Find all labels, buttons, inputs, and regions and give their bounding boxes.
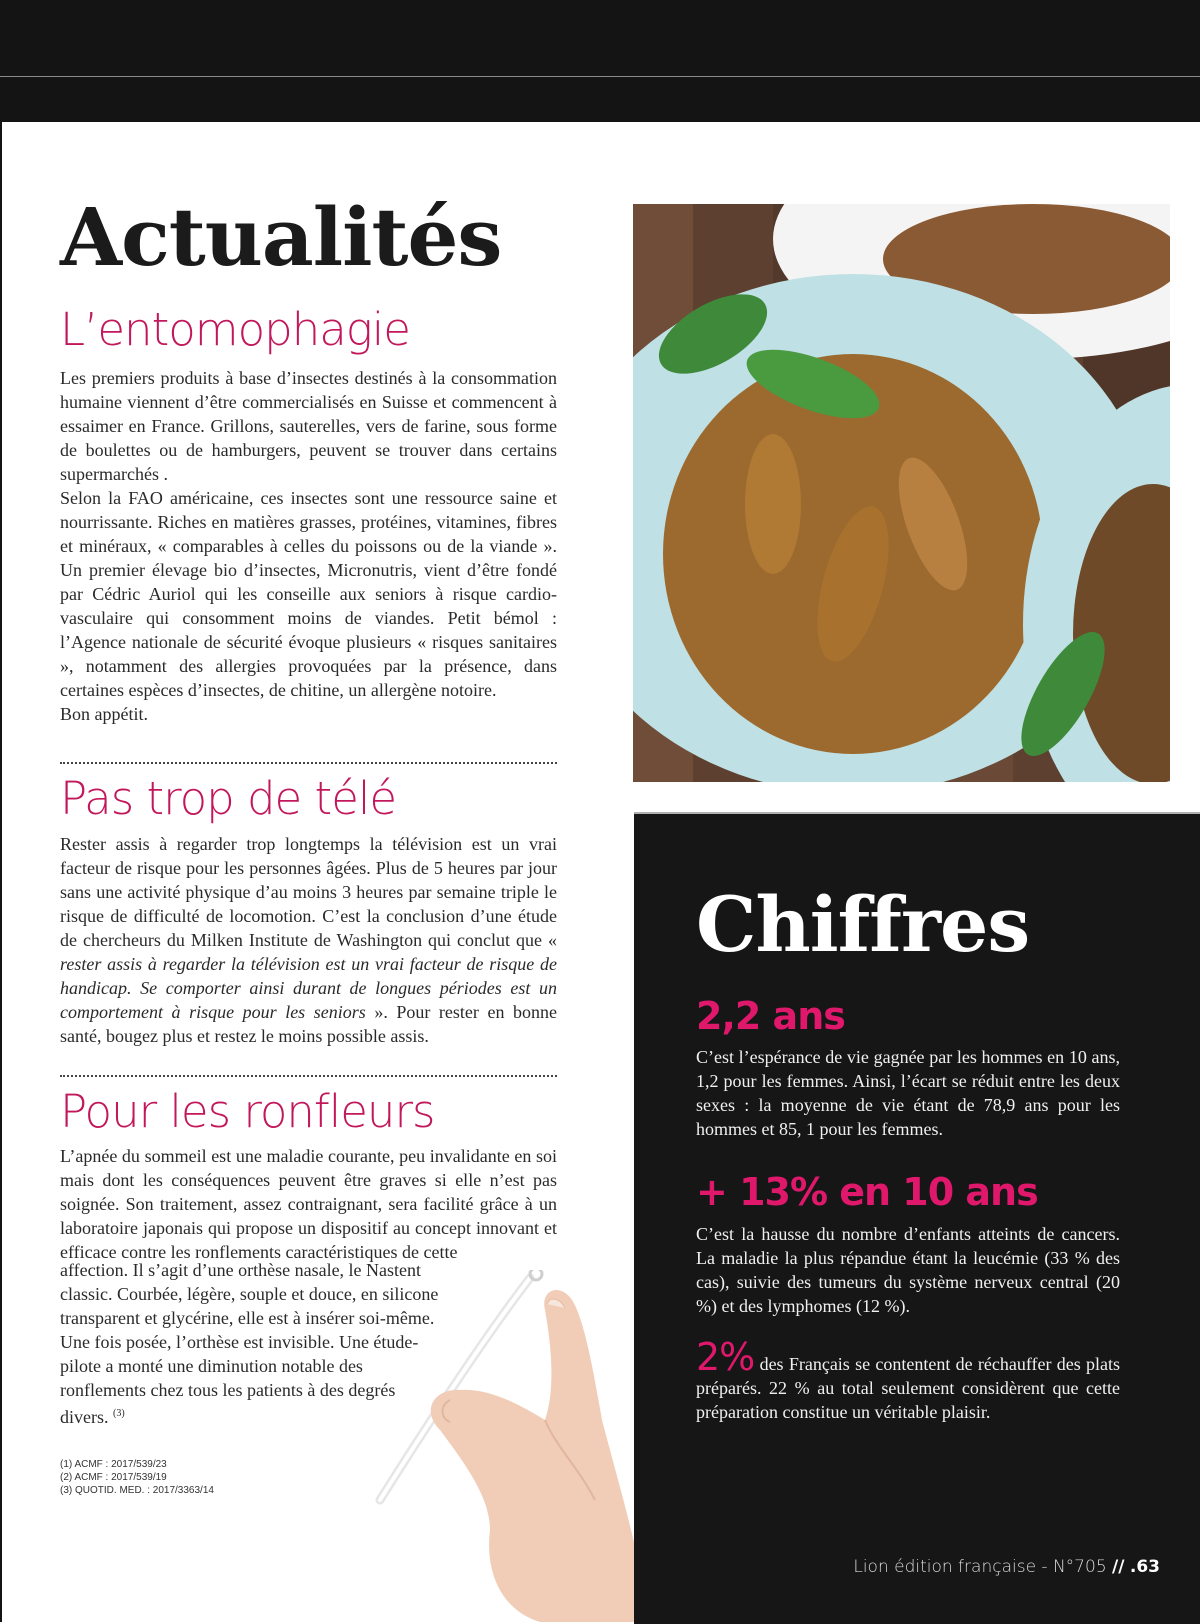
stat-text: C’est la hausse du nombre d’enfants atteints de cancers. La maladie la plus répandue étant la leucémie (33 % des cas), suivie des tumeurs du système nerveux central (20 %) et des lymphomes (12 %).	[696, 1224, 1120, 1316]
stat-headline: + 13% en 10 ans	[696, 1170, 1038, 1214]
footnote: (1) ACMF : 2017/539/23	[60, 1459, 167, 1470]
insects-dish-photo	[633, 204, 1170, 782]
section-title-ronfleurs: Pour les ronfleurs	[60, 1085, 435, 1138]
quote-italic: rester assis à regarder la télévision est un vrai facteur de risque de handicap. Se comporter ainsi durant de longues périodes est un comportement à risque pour les seniors	[60, 954, 557, 1022]
section-body-entomophagie	[60, 366, 557, 726]
page-footer	[853, 1557, 1160, 1577]
paragraph: Bon appétit.	[60, 704, 148, 724]
chiffres-title: Chiffres	[696, 880, 1030, 969]
page-number: .63	[1129, 1557, 1160, 1577]
top-banner	[0, 0, 1200, 122]
page-title: Actualités	[60, 190, 502, 284]
section-body-ronfleurs: L’apnée du sommeil est une maladie courante, peu invalidante en soi mais dont les conséquences peuvent être graves si elle n’est pas soignée. Son traitement, assez contraignant, sera facilité grâce à un laboratoire japonais qui propose un dispositif au concept innovant et efficace contre les ronflements caractéristiques de cette	[60, 1146, 557, 1262]
stat-text-run: des Français se contentent de réchauffer des plats préparés. 22 % au total seulement considèrent que cette préparation constitue un véritable plaisir.	[696, 1354, 1120, 1422]
footnotes	[60, 1458, 214, 1497]
stat-headline: 2,2 ans	[696, 994, 845, 1038]
publication-name: Lion édition française - N°705	[853, 1557, 1107, 1577]
reference-mark: (3)	[113, 1408, 125, 1419]
stat-text	[696, 1335, 1120, 1424]
text-run: affection. Il s’agit d’une orthèse nasale, le Nastent classic. Courbée, légère, souple et douce, en silicone transparent et glycérine, elle est à insérer soi-même. Une fois posée, l’orthèse est invisible. Une étude-pilote a monté une diminution notable des ronflements chez tous les patients à des degrés divers.	[60, 1260, 439, 1427]
dotted-divider	[60, 1075, 557, 1077]
banner-divider	[0, 76, 1200, 77]
paragraph: Selon la FAO américaine, ces insectes sont une ressource saine et nourrissante. Riches en matières grasses, protéines, vitamines, fibres et minéraux, « comparables à celles du poissons ou de la viande ». Un premier élevage bio d’insectes, Micronutris, vient d’être fondé par Cédric Auriol qui les conseille aux seniors à risque cardio-vasculaire qui consomment moins de viandes. Petit bémol : l’Agence nationale de sécurité évoque plusieurs « risques sanitaires », notamment des allergies provoquées par la présence, dans certaines espèces d’insectes, de chitine, un allergène notoire.	[60, 488, 557, 700]
page-edge	[0, 122, 2, 1622]
section-body-tele	[60, 832, 557, 1048]
footer-separator: //	[1112, 1557, 1125, 1577]
paragraph: Les premiers produits à base d’insectes destinés à la consommation humaine viennent d’être commercialisés en Suisse et commencent à essaimer en France. Grillons, sauterelles, vers de farine, sous forme de boulettes ou de hamburgers, peuvent se trouver dans certains supermarchés .	[60, 368, 557, 484]
text-run: ». Pour rester en bonne santé, bougez plus et restez le moins possible assis.	[60, 1002, 557, 1046]
stat-text: C’est l’espérance de vie gagnée par les hommes en 10 ans, 1,2 pour les femmes. Ainsi, l’écart se réduit entre les deux sexes : la moyenne de vie étant de 78,9 ans pour les hommes et 85, 1 pour les femmes.	[696, 1047, 1120, 1139]
section-title-entomophagie: L’entomophagie	[60, 303, 410, 356]
text-run: Rester assis à regarder trop longtemps la télévision est un vrai facteur de risque pour les personnes âgées. Plus de 5 heures par jour sans une activité physique d’au moins 3 heures par semaine triple le risque de difficulté de locomotion. C’est la conclusion d’une étude de chercheurs du Milken Institute de Washington qui conclut que «	[60, 834, 557, 950]
dotted-divider	[60, 762, 557, 764]
footnote: (2) ACMF : 2017/539/19	[60, 1472, 167, 1483]
stat-headline: 2%	[696, 1335, 755, 1379]
section-title-tele: Pas trop de télé	[60, 772, 397, 825]
nasal-device-photo	[340, 1270, 640, 1622]
footnote: (3) QUOTID. MED. : 2017/3363/14	[60, 1485, 214, 1496]
